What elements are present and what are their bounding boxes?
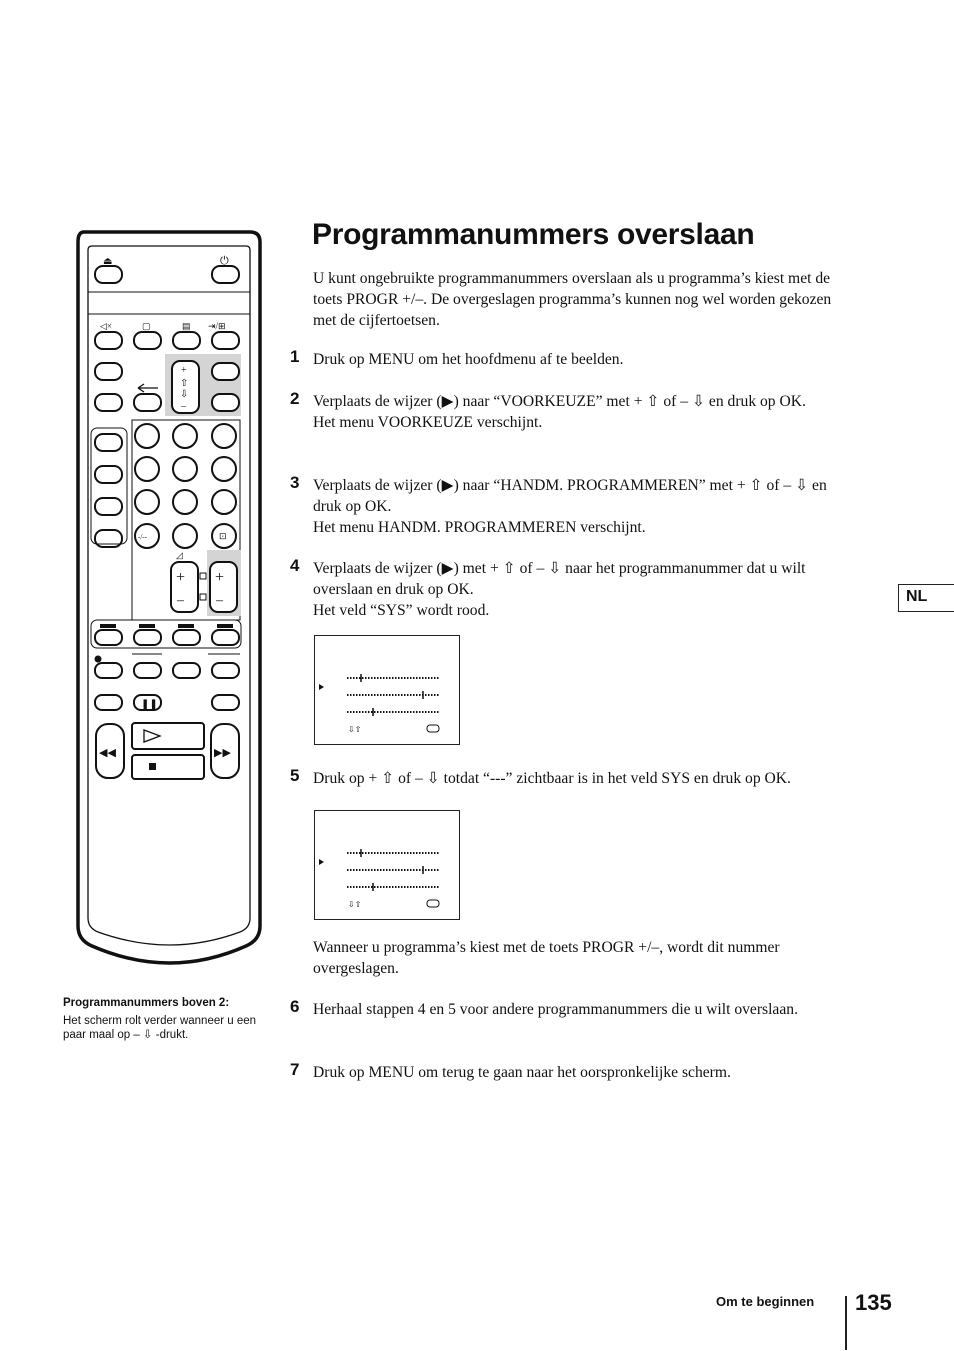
language-tab: [898, 584, 954, 612]
svg-text:+: +: [176, 569, 186, 586]
side-note-text: Het scherm rolt verder wanneer u een paar maal op – ⇩ -drukt.: [63, 1015, 257, 1041]
step-text: [313, 475, 841, 538]
tv-screen-figure-1: [314, 635, 460, 745]
footer-section-label: Om te beginnen: [716, 1294, 815, 1309]
step-result: Het menu HANDM. PROGRAMMEREN verschijnt.: [313, 519, 646, 536]
step-number: 7: [290, 1060, 300, 1079]
side-note-heading: Programmanummers boven 2:: [63, 997, 230, 1009]
step-text: Herhaal stappen 4 en 5 voor andere programmanummers die u wilt overslaan.: [313, 1001, 798, 1018]
svg-text:⇩⇧: ⇩⇧: [348, 725, 362, 734]
step-text: Druk op + ⇧ of – ⇩ totdat “---” zichtbaar is in het veld SYS en druk op OK.: [313, 770, 791, 787]
step-text: [313, 558, 841, 621]
svg-text:–: –: [177, 593, 184, 608]
svg-text:⏏: ⏏: [103, 256, 113, 267]
svg-text:◿: ◿: [176, 550, 183, 560]
svg-text:⇩: ⇩: [180, 389, 189, 400]
footer-divider: [845, 1296, 847, 1350]
step-text: [313, 391, 841, 433]
svg-text:⇩⇧: ⇩⇧: [348, 900, 362, 909]
intro-paragraph: U kunt ongebruikte programmanummers overslaan als u programma’s kiest met de toets PROGR +/–. De overgeslagen programma’s kunnen nog wel worden gekozen met de cijfertoetsen.: [313, 270, 832, 329]
page-title: Programmanummers overslaan: [312, 218, 755, 251]
step-number: 5: [290, 766, 300, 785]
step-number: 4: [290, 556, 300, 575]
svg-text:◁×: ◁×: [100, 321, 112, 331]
step-instruction: Verplaats de wijzer (▶) naar “HANDM. PROGRAMMEREN” met + ⇧ of – ⇩ en druk op OK.: [313, 477, 827, 515]
page-number: 135: [855, 1290, 892, 1315]
svg-text:⇥/⊞: ⇥/⊞: [208, 321, 226, 331]
step-number: 1: [290, 347, 300, 366]
step-result: Het veld “SYS” wordt rood.: [313, 602, 490, 619]
svg-text:⊡: ⊡: [219, 531, 227, 541]
svg-text:❚❚: ❚❚: [141, 699, 158, 710]
svg-text:⏻: ⏻: [220, 255, 229, 267]
step-text: Druk op MENU om terug te gaan naar het oorspronkelijke scherm.: [313, 1064, 731, 1081]
language-tab-label: NL: [906, 588, 928, 605]
remote-control-illustration: [74, 228, 266, 975]
step-result: Het menu VOORKEUZE verschijnt.: [313, 414, 543, 431]
svg-text:-/--: -/--: [138, 533, 147, 541]
svg-text:–: –: [181, 401, 186, 412]
svg-text:◀◀: ◀◀: [99, 747, 116, 759]
step-number: 6: [290, 997, 300, 1016]
step-instruction: Verplaats de wijzer (▶) naar “VOORKEUZE” met + ⇧ of – ⇩ en druk op OK.: [313, 393, 806, 410]
step-number: 2: [290, 389, 300, 408]
step-instruction: Verplaats de wijzer (▶) met + ⇧ of – ⇩ naar het programmanummer dat u wilt overslaan en druk op OK.: [313, 560, 806, 598]
svg-text:▢: ▢: [142, 321, 151, 331]
svg-text:▶▶: ▶▶: [214, 747, 231, 759]
svg-text:–: –: [216, 593, 223, 608]
tv-screen-figure-2: [314, 810, 460, 920]
step-number: 3: [290, 473, 300, 492]
step-text: Druk op MENU om het hoofdmenu af te beelden.: [313, 351, 624, 368]
svg-text:+: +: [215, 569, 225, 586]
side-note: [63, 997, 263, 1042]
svg-text:▤: ▤: [182, 321, 191, 331]
svg-text:⇧: ⇧: [180, 378, 189, 389]
svg-text:+: +: [181, 365, 187, 376]
skip-result-paragraph: Wanneer u programma’s kiest met de toets PROGR +/–, wordt dit nummer overgeslagen.: [313, 939, 780, 977]
